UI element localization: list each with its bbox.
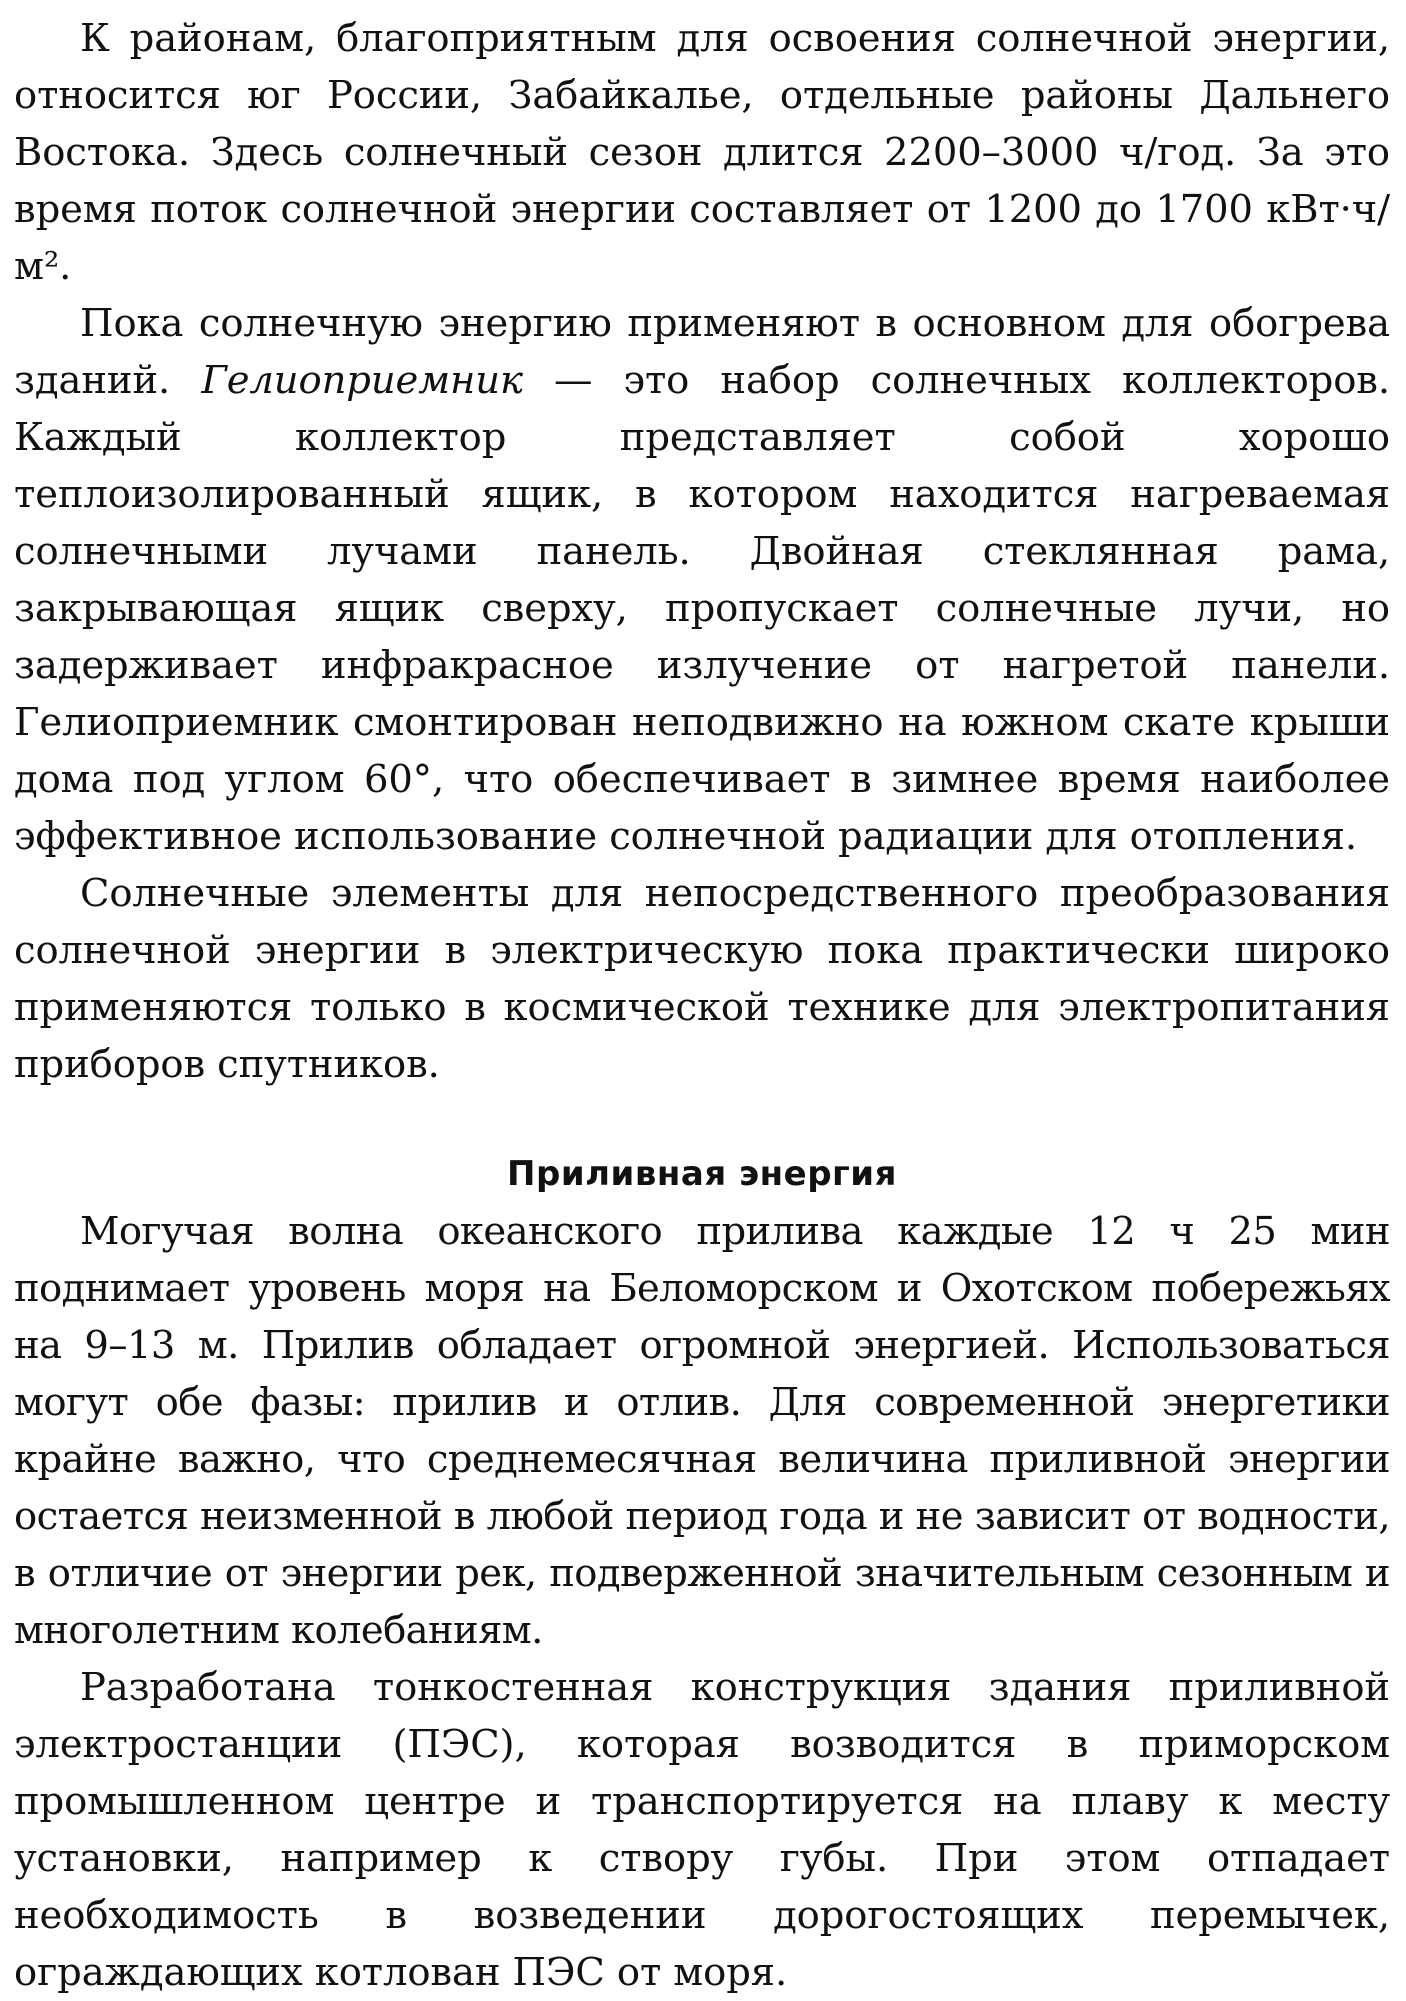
section-heading-tidal-energy: Приливная энергия xyxy=(507,1154,897,1194)
paragraph-solar-heating-intro: Пока солнечную энергию применяют в основном для обогрева зданий. xyxy=(14,301,1390,403)
paragraph-solar-elements: Солнечные элементы для непосредственного преобразования солнечной энергии в электрическую пока практически широко применяются только в космической технике для электропитания приборов спутников. xyxy=(14,871,1390,1087)
paragraph-solar-heating xyxy=(14,295,1390,865)
paragraph-tidal-station: Разработана тонкостенная конструкция здания приливной электростанции (ПЭС), которая возводится в приморском промышленном центре и транспортируется на плаву к месту установки, например к створу губы. При этом отпадает необходимость в возведении дорогостоящих перемычек, ограждающих котлован ПЭС от моря. xyxy=(14,1665,1390,1995)
paragraph-tidal-wave: Могучая волна океанского прилива каждые 12 ч 25 мин поднимает уровень моря на Беломорском и Охотском побережьях на 9–13 м. Прилив обладает огромной энергией. Использоваться могут обе фазы: прилив и отлив. Для современной энергетики крайне важно, что среднемесячная величина приливной энергии остается неизменной в любой период года и не зависит от водности, в отличие от энергии рек, подверженной значительным сезонным и многолетним колебаниям. xyxy=(14,1209,1390,1653)
term-helioreceiver: Гелиоприемник xyxy=(201,358,523,403)
paragraph-solar-regions: К районам, благоприятным для освоения солнечной энергии, относится юг России, Забайкалье, отдельные районы Дальнего Востока. Здесь солнечный сезон длится 2200–3000 ч/год. За это время поток солнечной энергии составляет от 1200 до 1700 кВт·ч/м². xyxy=(14,16,1390,289)
paragraph-solar-heating-body: — это набор солнечных коллекторов. Каждый коллектор представляет собой хорошо теплоизолированный ящик, в котором находится нагреваемая солнечными лучами панель. Двойная стеклянная рама, закрывающая ящик сверху, пропускает солнечные лучи, но задерживает инфракрасное излучение от нагретой панели. Гелиоприемник смонтирован неподвижно на южном скате крыши дома под углом 60°, что обеспечивает в зимнее время наиболее эффективное использование солнечной радиации для отопления. xyxy=(14,358,1390,859)
document-page xyxy=(14,10,1390,2001)
